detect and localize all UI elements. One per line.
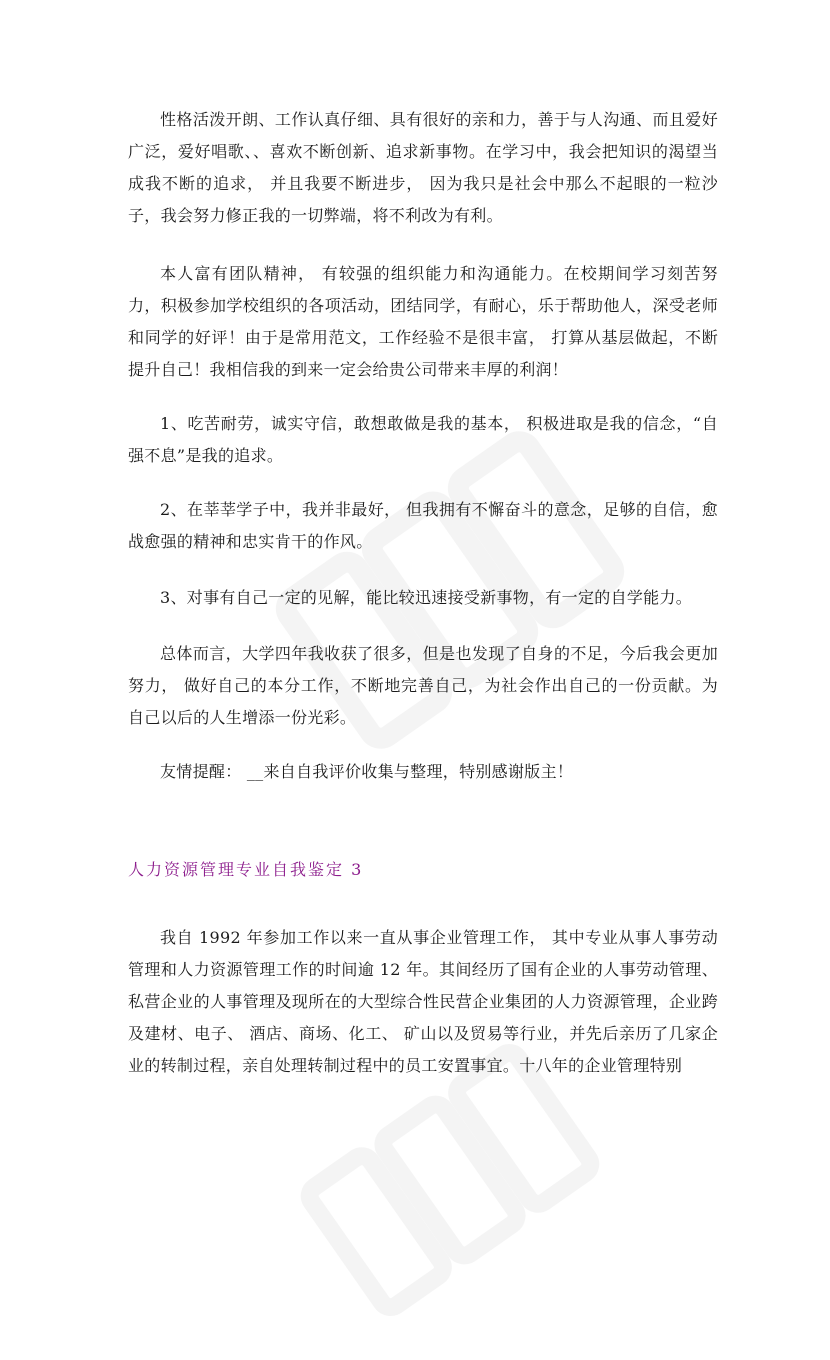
- paragraph-teamwork: 本人富有团队精神， 有较强的组织能力和沟通能力。在校期间学习刻苦努力，积极参加学校组织的各项活动，团结同学，有耐心，乐于帮助他人，深受老师和同学的好评！由于是常用范文，工作经验不是很丰富， 打算从基层做起，不断提升自己！我相信我的到来一定会给贵公司带来丰厚的利润！: [128, 264, 718, 379]
- section-title: 人力资源管理专业自我鉴定 3: [128, 860, 364, 879]
- document-body: [128, 104, 718, 1082]
- paragraph-point-1: 1、吃苦耐劳，诚实守信，敢想敢做是我的基本， 积极进取是我的信念，“自强不息”是我的追求。: [128, 414, 718, 465]
- paragraph-career: 我自 1992 年参加工作以来一直从事企业管理工作， 其中专业从事人事劳动管理和人力资源管理工作的时间逾 12 年。其间经历了国有企业的人事劳动管理、私营企业的人事管理及现所在的大型综合性民营企业集团的人力资源管理，企业跨及建材、电子、 酒店、商场、化工、 矿山以及贸易等行业，并先后亲历了几家企业的转制过程，亲自处理转制过程中的员工安置事宜。十八年的企业管理特别: [128, 928, 718, 1075]
- paragraph-personality: 性格活泼开朗、工作认真仔细、具有很好的亲和力，善于与人沟通、而且爱好广泛，爱好唱歌、、喜欢不断创新、追求新事物。在学习中，我会把知识的渴望当成我不断的追求， 并且我要不断进步， 因为我只是社会中那么不起眼的一粒沙子，我会努力修正我的一切弊端，将不利改为有利。: [128, 110, 718, 225]
- paragraph-summary: 总体而言，大学四年我收获了很多，但是也发现了自身的不足，今后我会更加努力， 做好自己的本分工作，不断地完善自己，为社会作出自己的一份贡献。为自己以后的人生增添一份光彩。: [128, 644, 718, 727]
- paragraph-point-3: 3、对事有自己一定的见解，能比较迅速接受新事物，有一定的自学能力。: [160, 588, 693, 607]
- paragraph-point-2: 2、在莘莘学子中，我并非最好， 但我拥有不懈奋斗的意念，足够的自信，愈战愈强的精神和忠实肯干的作风。: [128, 500, 718, 551]
- paragraph-reminder: 友情提醒： __来自自我评价收集与整理，特别感谢版主！: [160, 762, 574, 781]
